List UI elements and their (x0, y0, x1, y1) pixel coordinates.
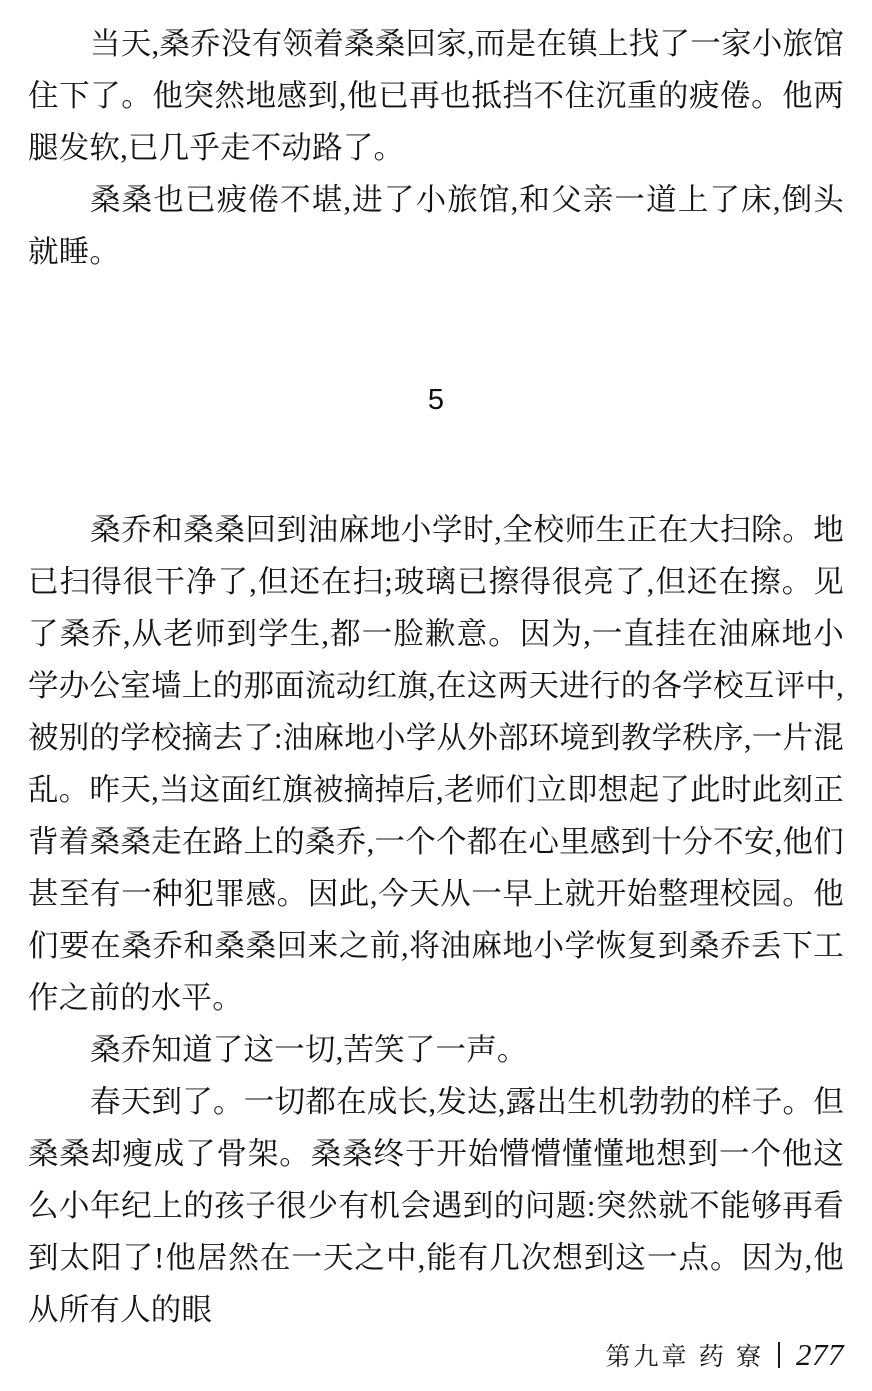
paragraph-1: 当天,桑乔没有领着桑桑回家,而是在镇上找了一家小旅馆住下了。他突然地感到,他已再也抵挡不住沉重的疲倦。他两腿发软,已几乎走不动路了。 (28, 27, 844, 165)
footer-chapter-title: 第九章 药 寮 (605, 1344, 764, 1371)
page-number: 277 (796, 1337, 844, 1372)
paragraph-4: 桑乔知道了这一切,苦笑了一声。 (90, 1033, 528, 1067)
paragraph-5: 春天到了。一切都在成长,发达,露出生机勃勃的样子。但桑桑却瘦成了骨架。桑桑终于开始懵懵懂懂地想到一个他这么小年纪上的孩子很少有机会遇到的问题:突然就不能够再看到太阳了!他居然在一天之中,能有几次想到这一点。因为,他从所有人的眼 (28, 1085, 844, 1327)
section-number: 5 (427, 384, 445, 416)
paragraph-2: 桑桑也已疲倦不堪,进了小旅馆,和父亲一道上了床,倒头就睡。 (28, 183, 844, 269)
section-spacer-before (28, 278, 844, 374)
page-footer (605, 1337, 844, 1373)
section-spacer-after (28, 426, 844, 504)
footer-separator-icon (778, 1342, 780, 1368)
paragraph-3: 桑乔和桑桑回到油麻地小学时,全校师生正在大扫除。地已扫得很干净了,但还在扫;玻璃已擦得很亮了,但还在擦。见了桑乔,从老师到学生,都一脸歉意。因为,一直挂在油麻地小学办公室墙上的那面流动红旗,在这两天进行的各学校互评中,被别的学校摘去了:油麻地小学从外部环境到教学秩序,一片混乱。昨天,当这面红旗被摘掉后,老师们立即想起了此时此刻正背着桑桑走在路上的桑乔,一个个都在心里感到十分不安,他们甚至有一种犯罪感。因此,今天从一早上就开始整理校园。他们要在桑乔和桑桑回来之前,将油麻地小学恢复到桑乔丢下工作之前的水平。 (28, 513, 844, 1015)
page-body (28, 18, 844, 1336)
